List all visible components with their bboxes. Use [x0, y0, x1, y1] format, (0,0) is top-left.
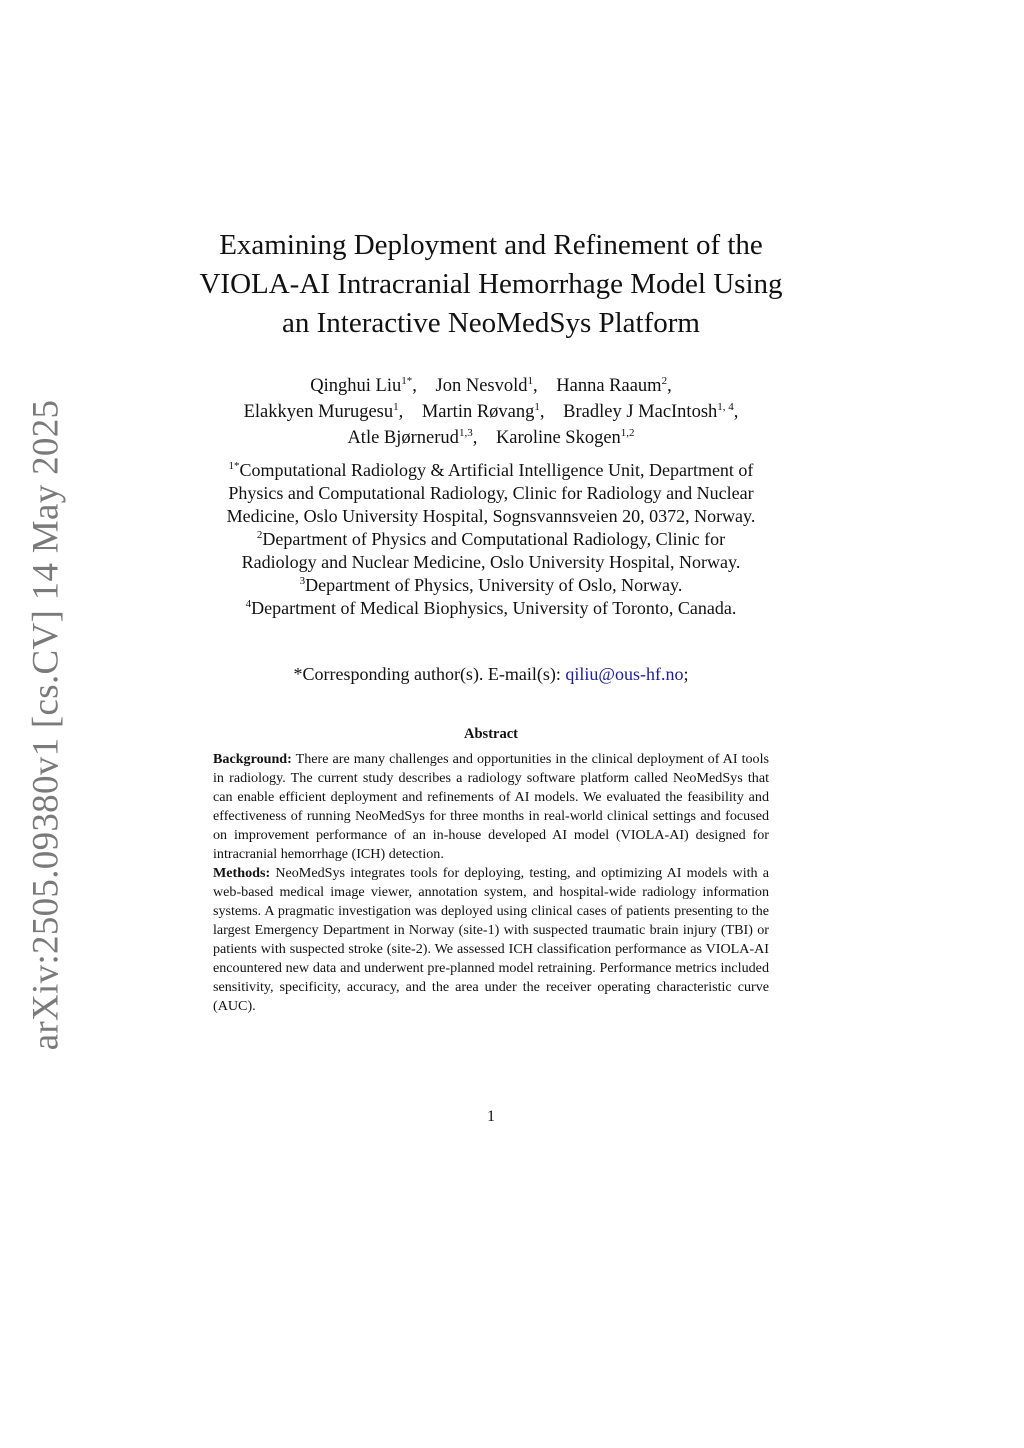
- title-line: an Interactive NeoMedSys Platform: [282, 307, 700, 339]
- author-name: Karoline Skogen: [495, 428, 621, 448]
- paper-title: [150, 226, 832, 343]
- author-list: [150, 373, 832, 451]
- author-affil-mark: 1, 4: [717, 401, 734, 413]
- corresponding-label: *Corresponding author(s). E-mail(s):: [293, 664, 561, 684]
- affiliation-line: $^4$Department of Medical Biophysics, University of Toronto, Canada.: [245, 598, 737, 618]
- author-affil-mark: 1: [534, 401, 540, 413]
- author-line: Qinghui Liu$^{1*}$, Jon Nesvold$^1$, Hanna Raaum$^2$,: [310, 375, 672, 396]
- abstract-heading: Abstract: [464, 726, 518, 742]
- page-number: 1: [487, 1108, 495, 1125]
- arxiv-stamp: arXiv:2505.09380v1 [cs.CV] 14 May 2025: [25, 399, 67, 1051]
- affiliation-line: Medicine, Oslo University Hospital, Sognsvannsveien 20, 0372, Norway.: [226, 506, 756, 526]
- affiliations: [150, 459, 832, 620]
- author-name: Bradley J MacIntosh: [563, 402, 718, 422]
- affiliation-line: Physics and Computational Radiology, Clinic for Radiology and Nuclear: [228, 483, 754, 503]
- affiliation-mark: 2: [256, 529, 263, 541]
- corresponding-author: *Corresponding author(s). E-mail(s): qiliu@ous-hf.no;: [293, 664, 689, 684]
- affiliation-line: Radiology and Nuclear Medicine, Oslo University Hospital, Norway.: [241, 552, 741, 572]
- affiliation-line: $^3$Department of Physics, University of Oslo, Norway.: [299, 575, 683, 595]
- author-affil-mark: 1,2: [620, 427, 635, 439]
- affiliation-line: $^2$Department of Physics and Computational Radiology, Clinic for: [256, 529, 726, 549]
- author-name: Hanna Raaum: [556, 376, 662, 396]
- affiliation-mark: 4: [245, 598, 252, 610]
- abstract-methods: [213, 864, 769, 1016]
- background-label: Background:: [213, 751, 292, 767]
- abstract-background: [213, 750, 769, 864]
- title-line: Examining Deployment and Refinement of the: [219, 229, 763, 261]
- author-name: Martin Røvang: [421, 402, 535, 422]
- author-affil-mark: 1,3: [458, 427, 473, 439]
- methods-text: NeoMedSys integrates tools for deploying, testing, and optimizing AI models with a web-based medical image viewer, annotation system, and hospital-wide radiology information systems. A pragmatic investigation was deployed using clinical cases of patients presenting to the largest Emergency Department in Norway (site-1) with suspected traumatic brain injury (TBI) or patients with suspected stroke (site-2). We assessed ICH classification performance as VIOLA-AI encountered new data and underwent pre-planned model retraining. Performance metrics included sensitivity, specificity, accuracy, and the area under the receiver operating characteristic curve (AUC).: [213, 865, 769, 1014]
- author-line: Atle Bjørnerud$^{1,3}$, Karoline Skogen$^{1,2}$: [347, 427, 635, 448]
- affiliation-mark: 1*: [228, 460, 240, 472]
- author-affil-mark: 1*: [401, 375, 413, 387]
- author-affil-mark: 1: [393, 401, 399, 413]
- author-name: Elakkyen Murugesu: [243, 402, 394, 422]
- abstract-body: [213, 750, 769, 1016]
- author-affil-mark: 1: [527, 375, 534, 387]
- author-affil-mark: 2: [661, 375, 668, 387]
- background-text: There are many challenges and opportunities in the clinical deployment of AI tools in radiology. The current study describes a radiology software platform called NeoMedSys that can enable efficient deployment and refinements of AI models. We evaluated the feasibility and effectiveness of running NeoMedSys for three months in real-world clinical settings and focused on improvement performance of an in-house developed AI model (VIOLA-AI) designed for intracranial hemorrhage (ICH) detection.: [213, 751, 769, 862]
- affiliation-mark: 3: [299, 575, 306, 587]
- author-name: Atle Bjørnerud: [347, 428, 459, 448]
- methods-label: Methods:: [213, 865, 271, 881]
- author-name: Jon Nesvold: [435, 376, 528, 396]
- author-name: Qinghui Liu: [310, 376, 402, 396]
- email-link[interactable]: qiliu@ous-hf.no: [565, 664, 684, 684]
- author-line: Elakkyen Murugesu$^1$, Martin Røvang$^1$, Bradley J MacIntosh$^{1, 4}$,: [243, 401, 739, 422]
- affiliation-line: $^{1*}$Computational Radiology & Artificial Intelligence Unit, Department of: [228, 460, 754, 480]
- title-line: VIOLA-AI Intracranial Hemorrhage Model Using: [199, 268, 783, 300]
